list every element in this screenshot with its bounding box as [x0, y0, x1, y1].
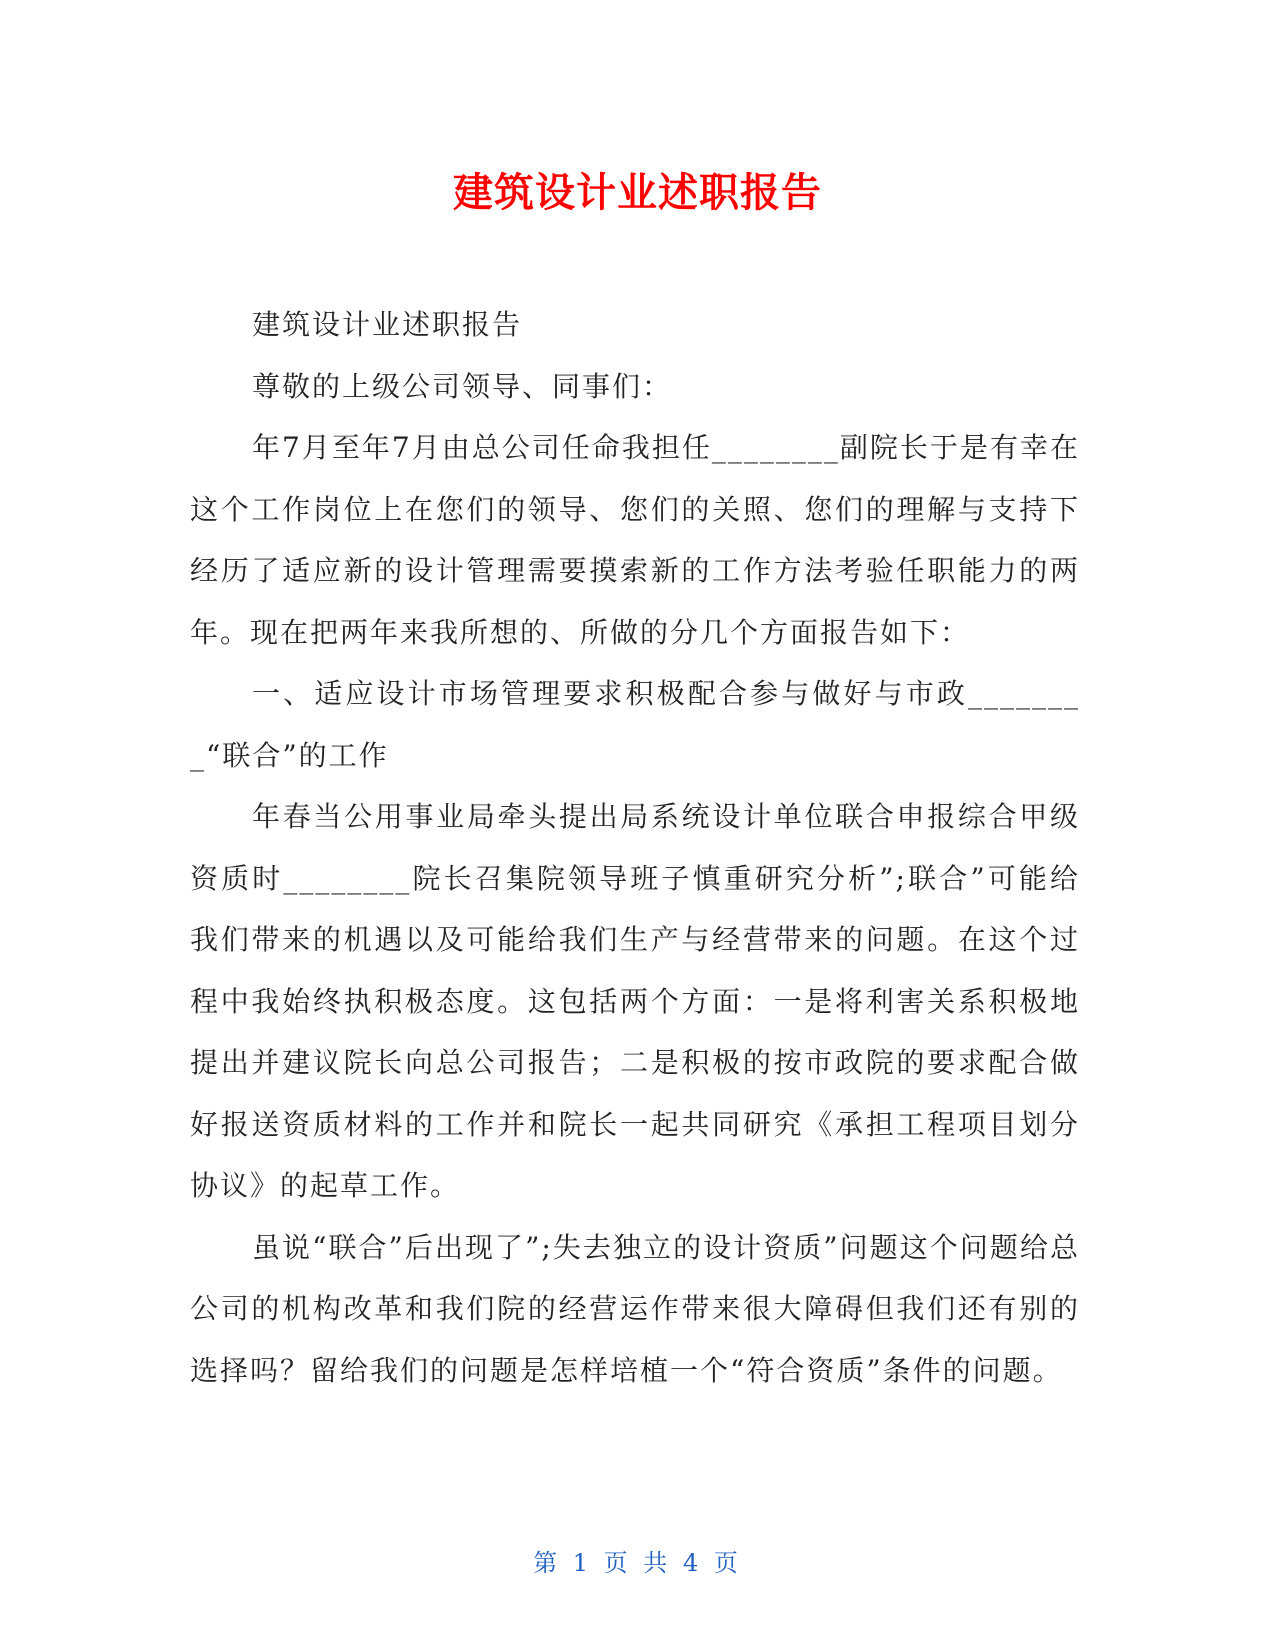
paragraph-heading: 建筑设计业述职报告	[252, 308, 523, 341]
paragraph-section-one-heading: 一、适应设计市场管理要求积极配合参与做好与市政________“联合”的工作	[190, 677, 1080, 772]
document-title: 建筑设计业述职报告	[453, 170, 822, 216]
page-number-footer: 第 1 页 共 4 页	[533, 1549, 742, 1577]
paragraph-section-one-followup: 虽说“联合”后出现了”;失去独立的设计资质”问题这个问题给总公司的机构改革和我们院的经营运作带来很大障碍但我们还有别的选择吗？留给我们的问题是怎样培植一个“符合资质”条件的问题。	[190, 1230, 1080, 1387]
paragraph-section-one-body: 年春当公用事业局牵头提出局系统设计单位联合申报综合甲级资质时________院长召集院领导班子慎重研究分析”;联合”可能给我们带来的机遇以及可能给我们生产与经营带来的问题。在这个过程中我始终执积极态度。这包括两个方面：一是将利害关系积极地提出并建议院长向总公司报告；二是积极的按市政院的要求配合做好报送资质材料的工作并和院长一起共同研究《承担工程项目划分协议》的起草工作。	[190, 800, 1080, 1202]
document-body	[190, 294, 1080, 1401]
paragraph-intro: 年7月至年7月由总公司任命我担任________副院长于是有幸在这个工作岗位上在您们的领导、您们的关照、您们的理解与支持下经历了适应新的设计管理需要摸索新的工作方法考验任职能力的两年。现在把两年来我所想的、所做的分几个方面报告如下：	[190, 431, 1080, 649]
paragraph-salutation: 尊敬的上级公司领导、同事们：	[252, 369, 673, 403]
